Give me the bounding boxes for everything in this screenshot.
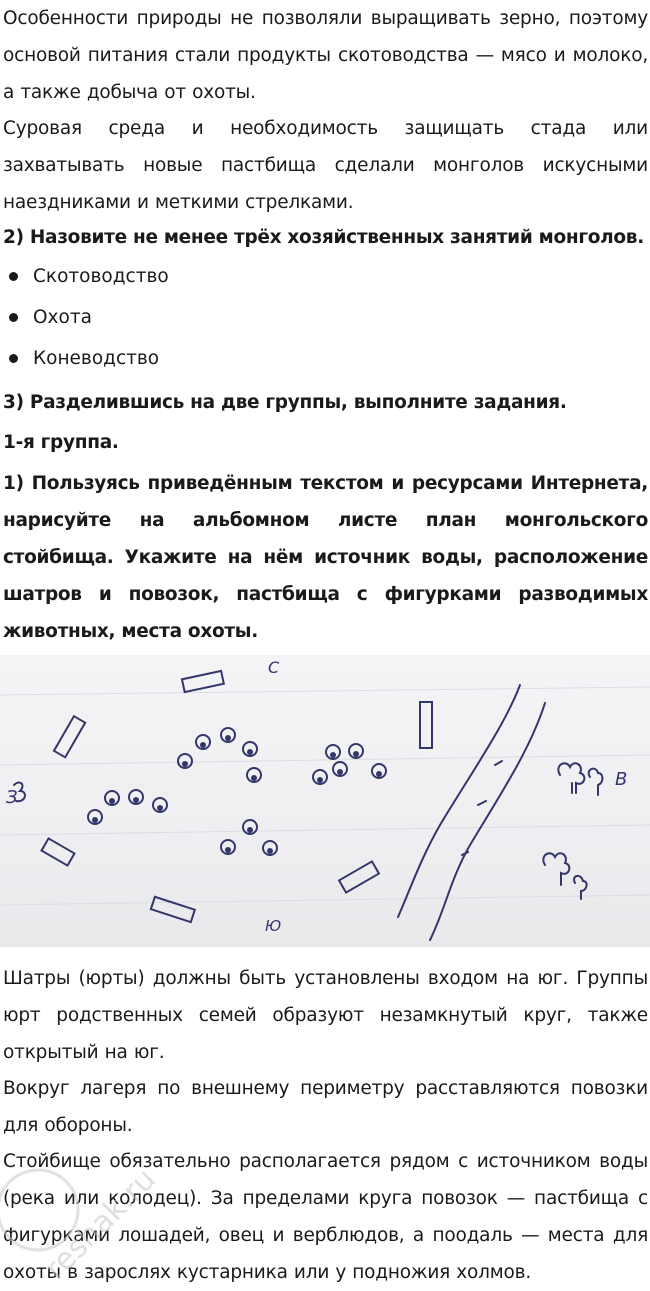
paragraph-water-pasture: Стойбище обязательно располагается рядом с источником воды (река или колодец). За пределами круга повозок — пастбища с фигурками лошадей, овец и верблюдов, а поодаль — места для охоты в зарослях кустарника или у подножия холмов.: [3, 1151, 648, 1283]
wagon-shape: [42, 838, 75, 865]
west-label: З: [6, 787, 18, 808]
south-label: Ю: [265, 917, 282, 935]
paragraph-yurt-placement: Шатры (юрты) должны быть установлены входом на юг. Группы юрт родственных семей образуют незамкнутый круг, также открытый на юг.: [3, 968, 648, 1063]
answer-text: Скотоводство: [33, 266, 169, 287]
list-item: [0, 258, 650, 299]
tree-shape: [589, 769, 603, 795]
reshak-watermark: [0, 1150, 163, 1287]
river-bank: [398, 685, 520, 917]
east-label: В: [615, 769, 628, 790]
wagon-shape: [182, 671, 224, 692]
north-label: С: [268, 658, 280, 677]
river-ripples: [462, 761, 502, 855]
list-item: [0, 340, 650, 381]
wagon-shape: [420, 702, 432, 748]
compass-labels: [6, 658, 627, 935]
yurt-doors: [92, 735, 382, 854]
answer-text: Охота: [33, 307, 92, 328]
sketch-drawing: [0, 655, 650, 947]
tree-shape: [558, 763, 584, 793]
river-bank: [430, 703, 545, 940]
paragraph-wagons: Вокруг лагеря по внешнему периметру расставляются повозки для обороны.: [3, 1078, 648, 1136]
question-2-heading: 2) Назовите не менее трёх хозяйственных занятий монголов.: [3, 227, 644, 248]
wagon-shape: [54, 716, 85, 757]
answer-text: Коневодство: [33, 348, 160, 369]
yurts: [88, 728, 386, 855]
answer-list: [0, 258, 650, 381]
bullet-icon: [9, 272, 18, 281]
wagon-shape: [339, 861, 379, 892]
watermark-text: reshak.ru: [38, 1162, 163, 1287]
question-3-heading: 3) Разделившись на две группы, выполните задания.: [3, 392, 567, 413]
bullet-icon: [9, 313, 18, 322]
ink-strokes: [14, 671, 603, 940]
wagon-shape: [151, 897, 195, 922]
tree-shape: [543, 853, 569, 885]
paragraph-warriors: Суровая среда и необходимость защищать стада или захватывать новые пастбища сделали монголов искусными наездниками и меткими стрелками.: [3, 118, 648, 213]
task-text: 1) Пользуясь приведённым текстом и ресурсами Интернета, нарисуйте на альбомном листе план монгольского стойбища. Укажите на нём источник воды, расположение шатров и повозок, пастбища с фигурками разводимых животных, места охоты.: [3, 473, 648, 642]
bullet-icon: [9, 354, 18, 363]
list-item: [0, 299, 650, 340]
ruled-lines: [0, 687, 650, 905]
group-label: 1-я группа.: [3, 432, 119, 453]
camp-plan-sketch: [0, 655, 650, 947]
paragraph-nutrition: Особенности природы не позволяли выращивать зерно, поэтому основой питания стали продукты скотоводства — мясо и молоко, а также добыча от охоты.: [3, 8, 648, 103]
